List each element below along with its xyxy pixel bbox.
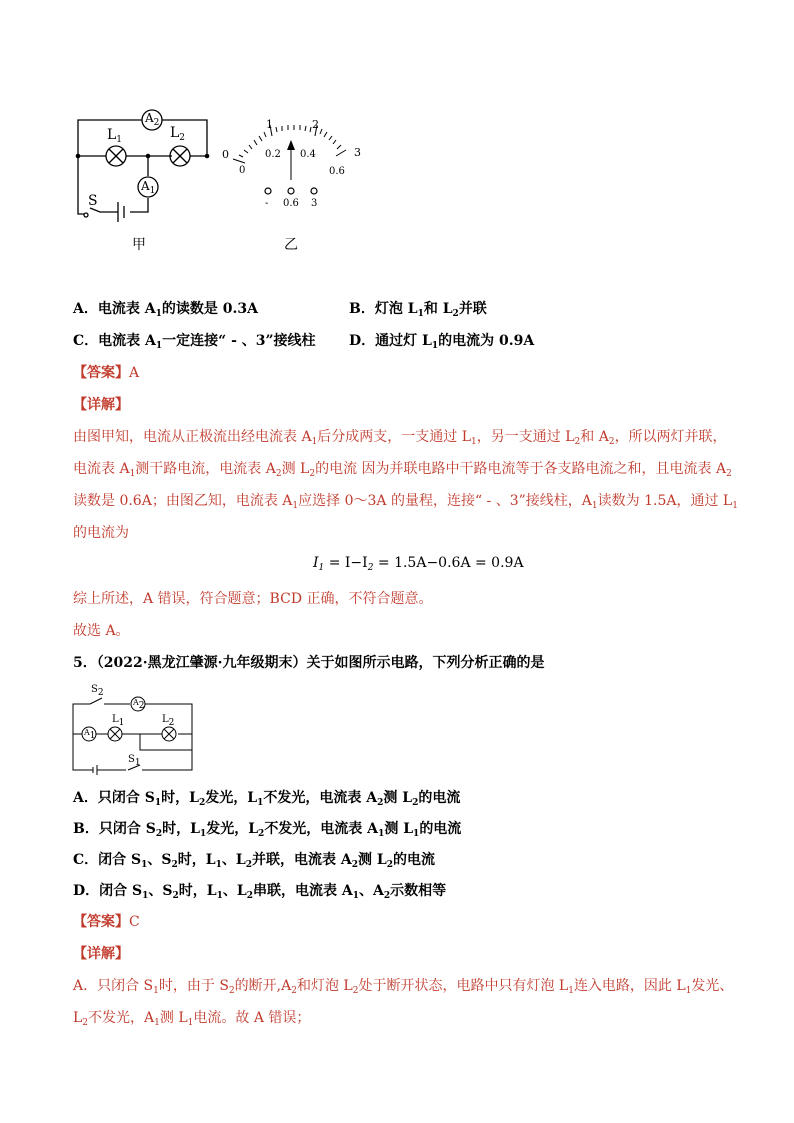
dial-tick-bottom-0: 0 [239,165,246,176]
dial-tick-top-0: 0 [222,148,229,161]
detail-line-2: 电流表 $A_1$测干路电流，电流表 $A_2$测 $L_2$的电流 因为并联电路中干路电流等于各支路电流之和，且电流表 $A_2$ [73,461,732,479]
dial-tick-top-2: 2 [312,118,319,131]
figure-jia [70,100,220,260]
formula: $I_1 = I-I_2 = 1.5A-0.6A = 0.9A$ [313,555,524,573]
q5-s1-label: $S_1$ [128,754,141,768]
q5-l2-label: $L_2$ [162,714,175,728]
detail-tag: 【详解】 [73,397,129,413]
q5-answer-line: 【答案】C [73,914,140,930]
q5-a1-label: $A_1$ [84,728,96,741]
ammeter-a1-label: $A_1$ [141,179,156,196]
lamp-l2-label: $L_2$ [170,125,186,143]
figure-yi [218,112,368,260]
q5-option-d: D．闭合 $S_1$、$S_2$时，$L_1$、$L_2$串联，电流表 $A_1$、$A_2$示数相等 [73,883,447,901]
q5-a2-label: $A_2$ [133,698,145,711]
question-5-stem: 5．（2022·黑龙江肇源·九年级期末）关于如图所示电路，下列分析正确的是 [73,655,545,671]
q5-s2-label: $S_2$ [91,684,104,698]
q5-detail-line-1: A．只闭合 $S_1$时，由于 $S_2$的断开$,A_2$和灯泡 $L_2$处于断开状态，电路中只有灯泡 $L_1$连入电路，因此 $L_1$发光、 [73,978,734,996]
conclusion: 综上所述，A 错误，符合题意；BCD 正确，不符合题意。 [73,591,433,607]
option-d: D．通过灯 $L_1$的电流为 0.9A [349,333,535,351]
terminal-0-6-label: 0.6 [283,198,299,209]
answer-line: 【答案】A [73,365,140,381]
q5-detail-line-2: $L_2$不发光，$A_1$测 $L_1$电流。故 A 错误； [73,1010,311,1028]
q5-option-b: B．只闭合 $S_2$时，$L_1$发光，$L_2$不发光，电流表 $A_1$测 $L_1$的电流 [73,821,462,839]
q5-detail-tag: 【详解】 [73,946,129,962]
option-c: C．电流表 $A_1$一定连接“ - 、3”接线柱 [73,333,316,351]
detail-line-3: 读数是 0.6A；由图乙知，电流表 $A_1$应选择 0～3A 的量程，连接“ - 、3”接线柱，$A_1$读数为 1.5A，通过 $L_1$ [73,493,738,511]
detail-line-1: 由图甲知，电流从正极流出经电流表 $A_1$后分成两支，一支通过 $L_1$，另一支通过 $L_2$和 $A_2$，所以两灯并联， [73,429,727,447]
option-b: B．灯泡 $L_1$和 $L_2$并联 [349,301,487,319]
figure-yi-caption: 乙 [284,237,298,253]
dial-tick-top-1: 1 [266,118,273,131]
dial-tick-bottom-0-2: 0.2 [265,149,281,160]
lamp-l1-label: $L_1$ [107,127,123,145]
dial-tick-bottom-0-4: 0.4 [300,149,316,160]
choose-line: 故选 A。 [73,623,130,639]
figure-q5 [70,684,200,776]
terminal-3-label: 3 [311,198,318,209]
q5-option-c: C．闭合 $S_1$、$S_2$时，$L_1$、$L_2$并联，电流表 $A_2$测 $L_2$的电流 [73,852,436,870]
figure-jia-caption: 甲 [132,237,146,253]
dial-tick-bottom-0-6: 0.6 [329,166,345,177]
dial-tick-top-3: 3 [354,146,361,159]
option-a: A．电流表 $A_1$的读数是 0.3A [73,301,258,319]
switch-s-label: S [88,193,98,209]
q5-option-a: A．只闭合 $S_1$时，$L_2$发光，$L_1$不发光，电流表 $A_2$测 $L_2$的电流 [73,790,461,808]
terminal-minus-label: - [265,198,269,209]
ammeter-a2-label: $A_2$ [145,111,160,128]
q5-l1-label: $L_1$ [112,714,125,728]
detail-line-4: 的电流为 [73,525,129,541]
